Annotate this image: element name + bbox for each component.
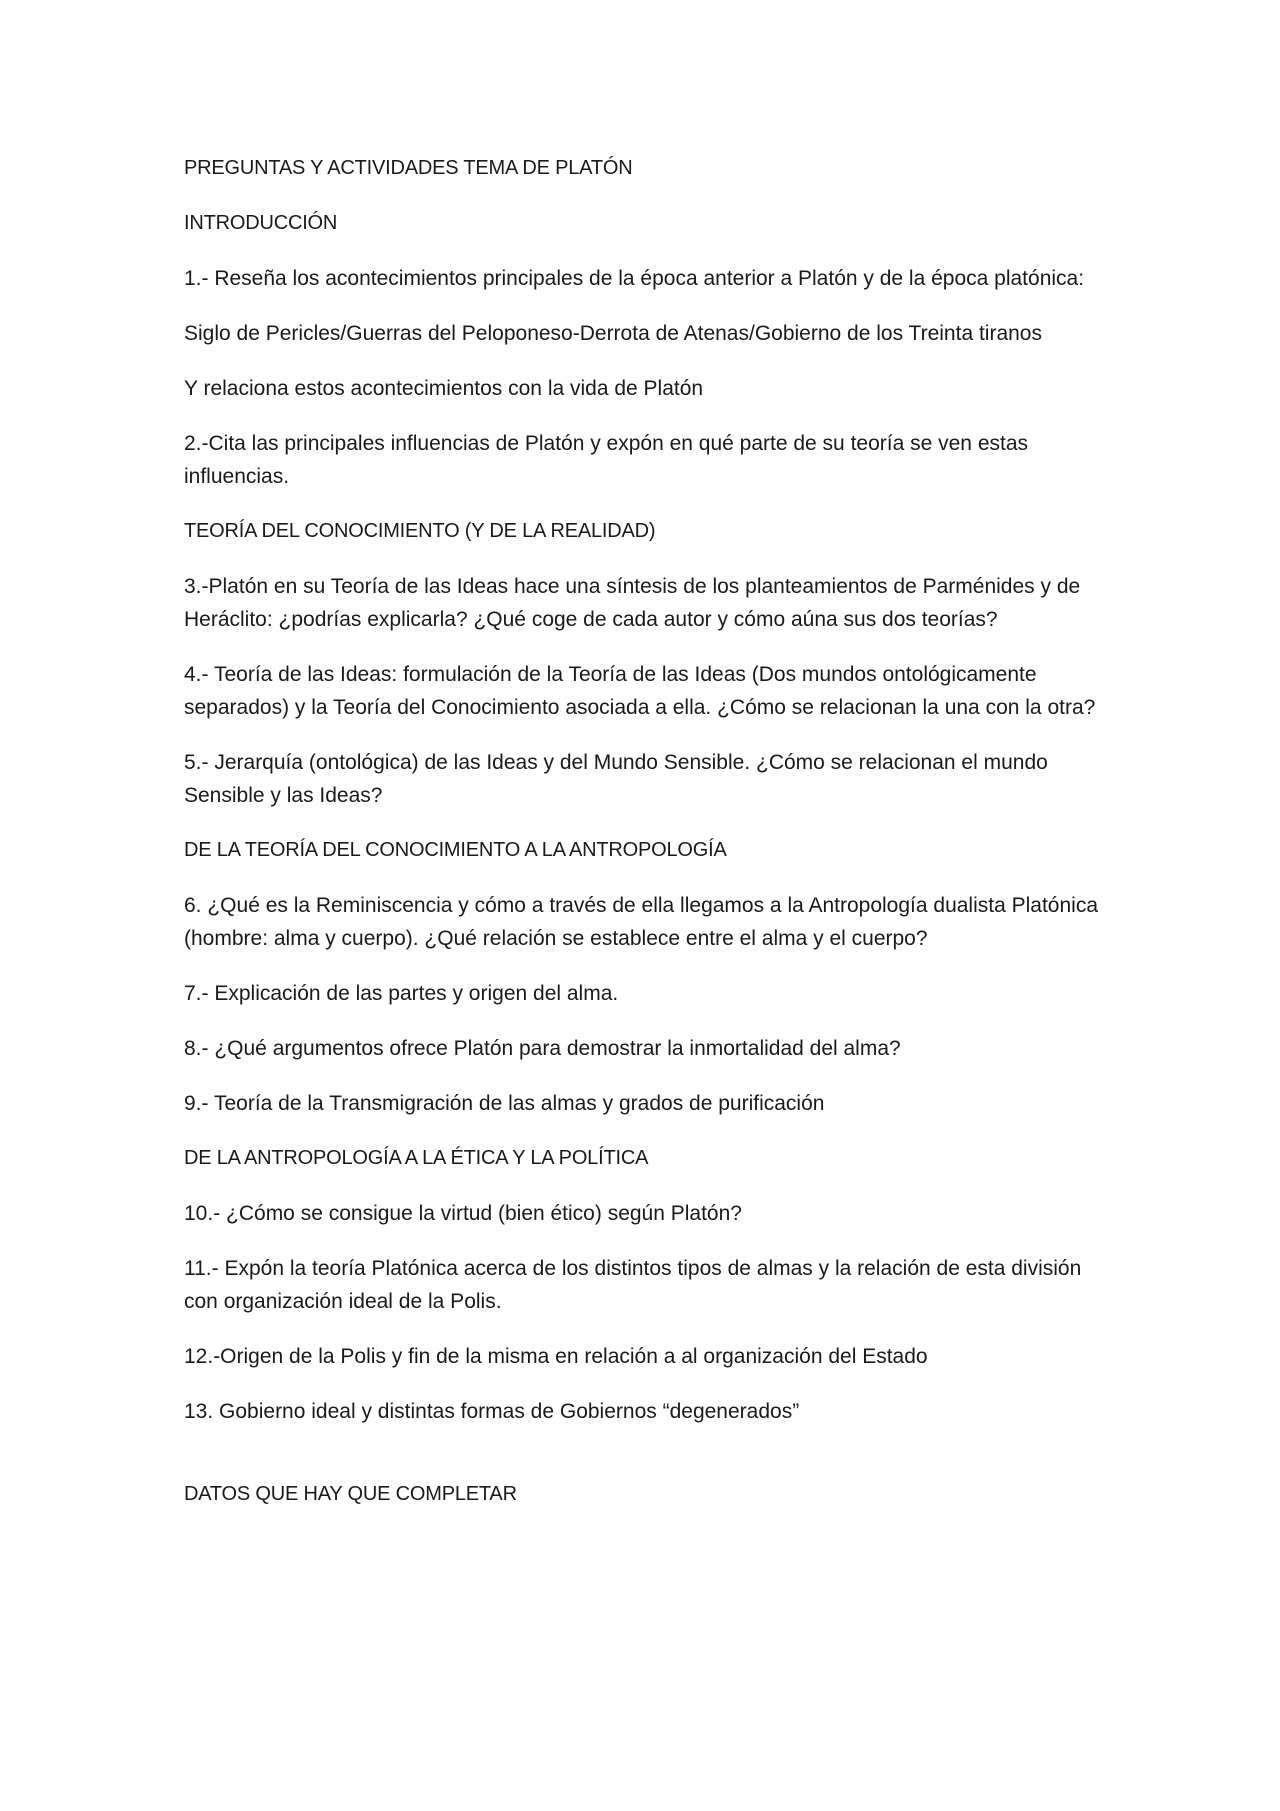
question-8: 8.- ¿Qué argumentos ofrece Platón para demostrar la inmortalidad del alma? [184, 1037, 901, 1060]
question-6: 6. ¿Qué es la Reminiscencia y cómo a través de ella llegamos a la Antropología dualista Platónica (hombre: alma y cuerpo). ¿Qué relación se establece entre el alma y el cuerpo? [184, 894, 1104, 950]
question-9: 9.- Teoría de la Transmigración de las almas y grados de purificación [184, 1092, 825, 1115]
section-heading-datos: DATOS QUE HAY QUE COMPLETAR [184, 1483, 517, 1505]
document-page [184, 152, 1104, 1533]
question-7: 7.- Explicación de las partes y origen del alma. [184, 982, 619, 1005]
section-heading-teoria-conocimiento: TEORÍA DEL CONOCIMIENTO (Y DE LA REALIDAD) [184, 520, 656, 542]
question-1-relate: Y relaciona estos acontecimientos con la vida de Platón [184, 377, 704, 400]
question-1: 1.- Reseña los acontecimientos principales de la época anterior a Platón y de la época platónica: [184, 267, 1085, 290]
section-heading-introduccion: INTRODUCCIÓN [184, 212, 338, 234]
document-title: PREGUNTAS Y ACTIVIDADES TEMA DE PLATÓN [184, 157, 633, 179]
question-11: 11.- Expón la teoría Platónica acerca de los distintos tipos de almas y la relación de esta división con organización ideal de la Polis. [184, 1257, 1088, 1313]
question-2: 2.-Cita las principales influencias de Platón y expón en qué parte de su teoría se ven estas influencias. [184, 432, 1034, 488]
question-12: 12.-Origen de la Polis y fin de la misma en relación a al organización del Estado [184, 1345, 928, 1368]
section-heading-etica-politica: DE LA ANTROPOLOGÍA A LA ÉTICA Y LA POLÍTICA [184, 1147, 649, 1169]
question-13: 13. Gobierno ideal y distintas formas de Gobiernos “degenerados” [184, 1400, 800, 1423]
question-10: 10.- ¿Cómo se consigue la virtud (bien ético) según Platón? [184, 1202, 742, 1225]
question-5: 5.- Jerarquía (ontológica) de las Ideas y del Mundo Sensible. ¿Cómo se relacionan el mundo Sensible y las Ideas? [184, 751, 1054, 807]
question-3: 3.-Platón en su Teoría de las Ideas hace una síntesis de los planteamientos de Parménides y de Heráclito: ¿podrías explicarla? ¿Qué coge de cada autor y cómo aúna sus dos teorías? [184, 575, 1087, 631]
section-heading-antropologia: DE LA TEORÍA DEL CONOCIMIENTO A LA ANTROPOLOGÍA [184, 839, 727, 861]
question-1-list: Siglo de Pericles/Guerras del Peloponeso-Derrota de Atenas/Gobierno de los Treinta tiranos [184, 322, 1042, 345]
question-4: 4.- Teoría de las Ideas: formulación de la Teoría de las Ideas (Dos mundos ontológicamente separados) y la Teoría del Conocimiento asociada a ella. ¿Cómo se relacionan la una con la otra? [184, 663, 1096, 719]
